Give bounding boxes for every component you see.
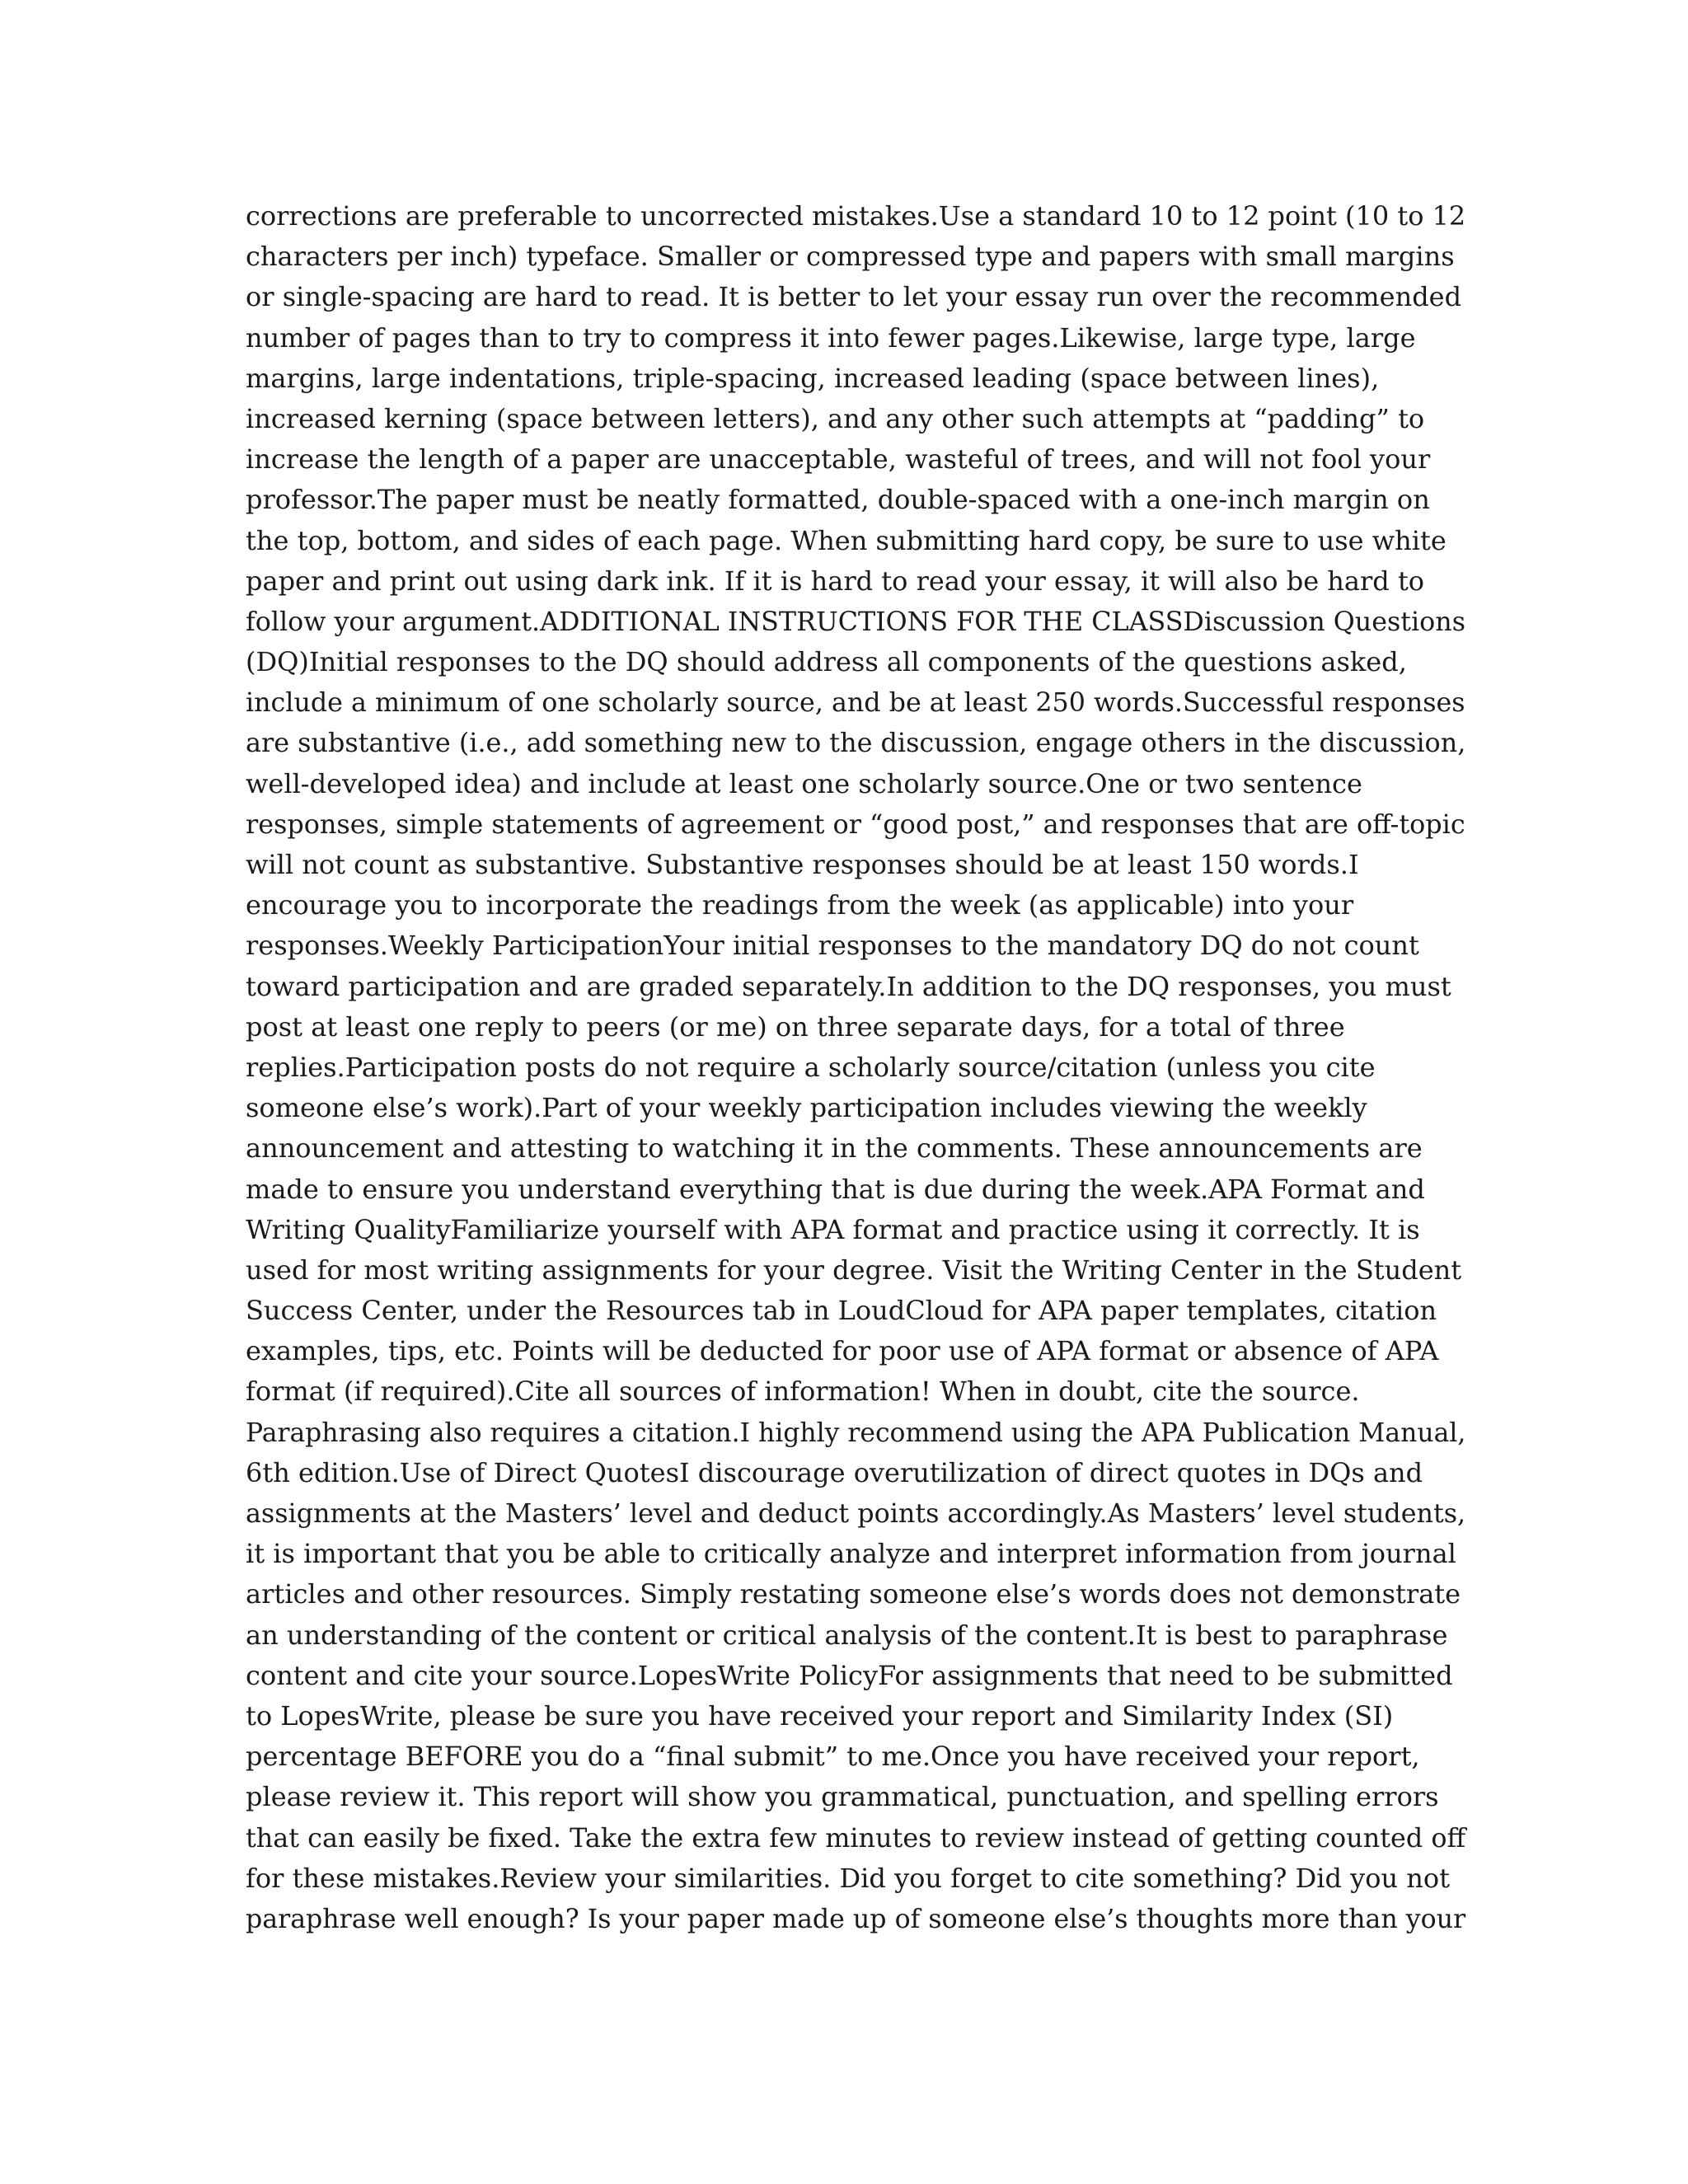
text-line: well-developed idea) and include at least one scholarly source.One or two sentence (246, 767, 1362, 799)
text-line: Paraphrasing also requires a citation.I highly recommend using the APA Publication Manual, (246, 1416, 1466, 1448)
text-line: 6th edition.Use of Direct QuotesI discourage overutilization of direct quotes in DQs and (246, 1456, 1423, 1488)
text-line: paper and print out using dark ink. If it is hard to read your essay, it will also be hard to (246, 565, 1425, 597)
text-line: someone else’s work).Part of your weekly participation includes viewing the weekly (246, 1092, 1367, 1124)
text-line: an understanding of the content or critical analysis of the content.It is best to paraphrase (246, 1619, 1448, 1651)
text-line: will not count as substantive. Substantive responses should be at least 150 words.I (246, 849, 1359, 880)
text-line: characters per inch) typeface. Smaller or compressed type and papers with small margins (246, 241, 1455, 273)
text-line: made to ensure you understand everything that is due during the week.APA Format and (246, 1173, 1425, 1205)
text-line: percentage BEFORE you do a “final submit” to me.Once you have received your report, (246, 1741, 1420, 1773)
text-line: (DQ)Initial responses to the DQ should address all components of the questions asked, (246, 646, 1407, 678)
text-line: to LopesWrite, please be sure you have received your report and Similarity Index (SI) (246, 1699, 1394, 1732)
text-line: responses, simple statements of agreement or “good post,” and responses that are off-topic (246, 808, 1465, 840)
text-line: content and cite your source.LopesWrite PolicyFor assignments that need to be submitted (246, 1659, 1453, 1691)
text-line: format (if required).Cite all sources of information! When in doubt, cite the source. (246, 1376, 1360, 1408)
text-line: Writing QualityFamiliarize yourself with APA format and practice using it correctly. It is (246, 1213, 1420, 1245)
text-line: announcement and attesting to watching it in the comments. These announcements are (246, 1132, 1423, 1165)
text-line: assignments at the Masters’ level and deduct points accordingly.As Masters’ level students, (246, 1497, 1466, 1529)
text-line: responses.Weekly ParticipationYour initial responses to the mandatory DQ do not count (246, 930, 1419, 962)
text-line: number of pages than to try to compress it into fewer pages.Likewise, large type, large (246, 321, 1416, 354)
text-line: or single-spacing are hard to read. It is better to let your essay run over the recommended (246, 281, 1462, 313)
text-line: toward participation and are graded separately.In addition to the DQ responses, you must (246, 970, 1451, 1002)
text-line: paraphrase well enough? Is your paper made up of someone else’s thoughts more than your (246, 1902, 1466, 1934)
text-line: include a minimum of one scholarly source, and be at least 250 words.Successful responses (246, 687, 1465, 719)
text-line: professor.The paper must be neatly formatted, double-spaced with a one-inch margin on (246, 484, 1430, 516)
text-line: that can easily be fixed. Take the extra few minutes to review instead of getting counted off (246, 1821, 1466, 1854)
text-line: articles and other resources. Simply restating someone else’s words does not demonstrate (246, 1578, 1461, 1610)
text-line: encourage you to incorporate the readings from the week (as applicable) into your (246, 889, 1354, 921)
text-line: it is important that you be able to critically analyze and interpret information from journal (246, 1538, 1456, 1570)
text-line: please review it. This report will show you grammatical, punctuation, and spelling errors (246, 1781, 1439, 1813)
text-line: corrections are preferable to uncorrected mistakes.Use a standard 10 to 12 point (10 to 12 (246, 200, 1466, 232)
text-line: margins, large indentations, triple-spacing, increased leading (space between lines), (246, 362, 1380, 394)
text-line: follow your argument.ADDITIONAL INSTRUCTIONS FOR THE CLASSDiscussion Questions (246, 605, 1465, 637)
text-line: are substantive (i.e., add something new to the discussion, engage others in the discussion, (246, 727, 1466, 759)
body-text (246, 196, 1465, 1939)
text-line: for these mistakes.Review your similarities. Did you forget to cite something? Did you not (246, 1862, 1450, 1894)
text-line: post at least one reply to peers (or me) on three separate days, for a total of three (246, 1010, 1345, 1043)
text-line: examples, tips, etc. Points will be deducted for poor use of APA format or absence of APA (246, 1335, 1439, 1367)
text-line: the top, bottom, and sides of each page. When submitting hard copy, be sure to use white (246, 524, 1447, 556)
text-line: Success Center, under the Resources tab in LoudCloud for APA paper templates, citation (246, 1295, 1437, 1327)
text-line: replies.Participation posts do not require a scholarly source/citation (unless you cite (246, 1051, 1376, 1083)
text-line: increased kerning (space between letters), and any other such attempts at “padding” to (246, 402, 1425, 434)
text-line: increase the length of a paper are unacceptable, wasteful of trees, and will not fool your (246, 443, 1431, 476)
text-line: used for most writing assignments for your degree. Visit the Writing Center in the Student (246, 1254, 1462, 1286)
